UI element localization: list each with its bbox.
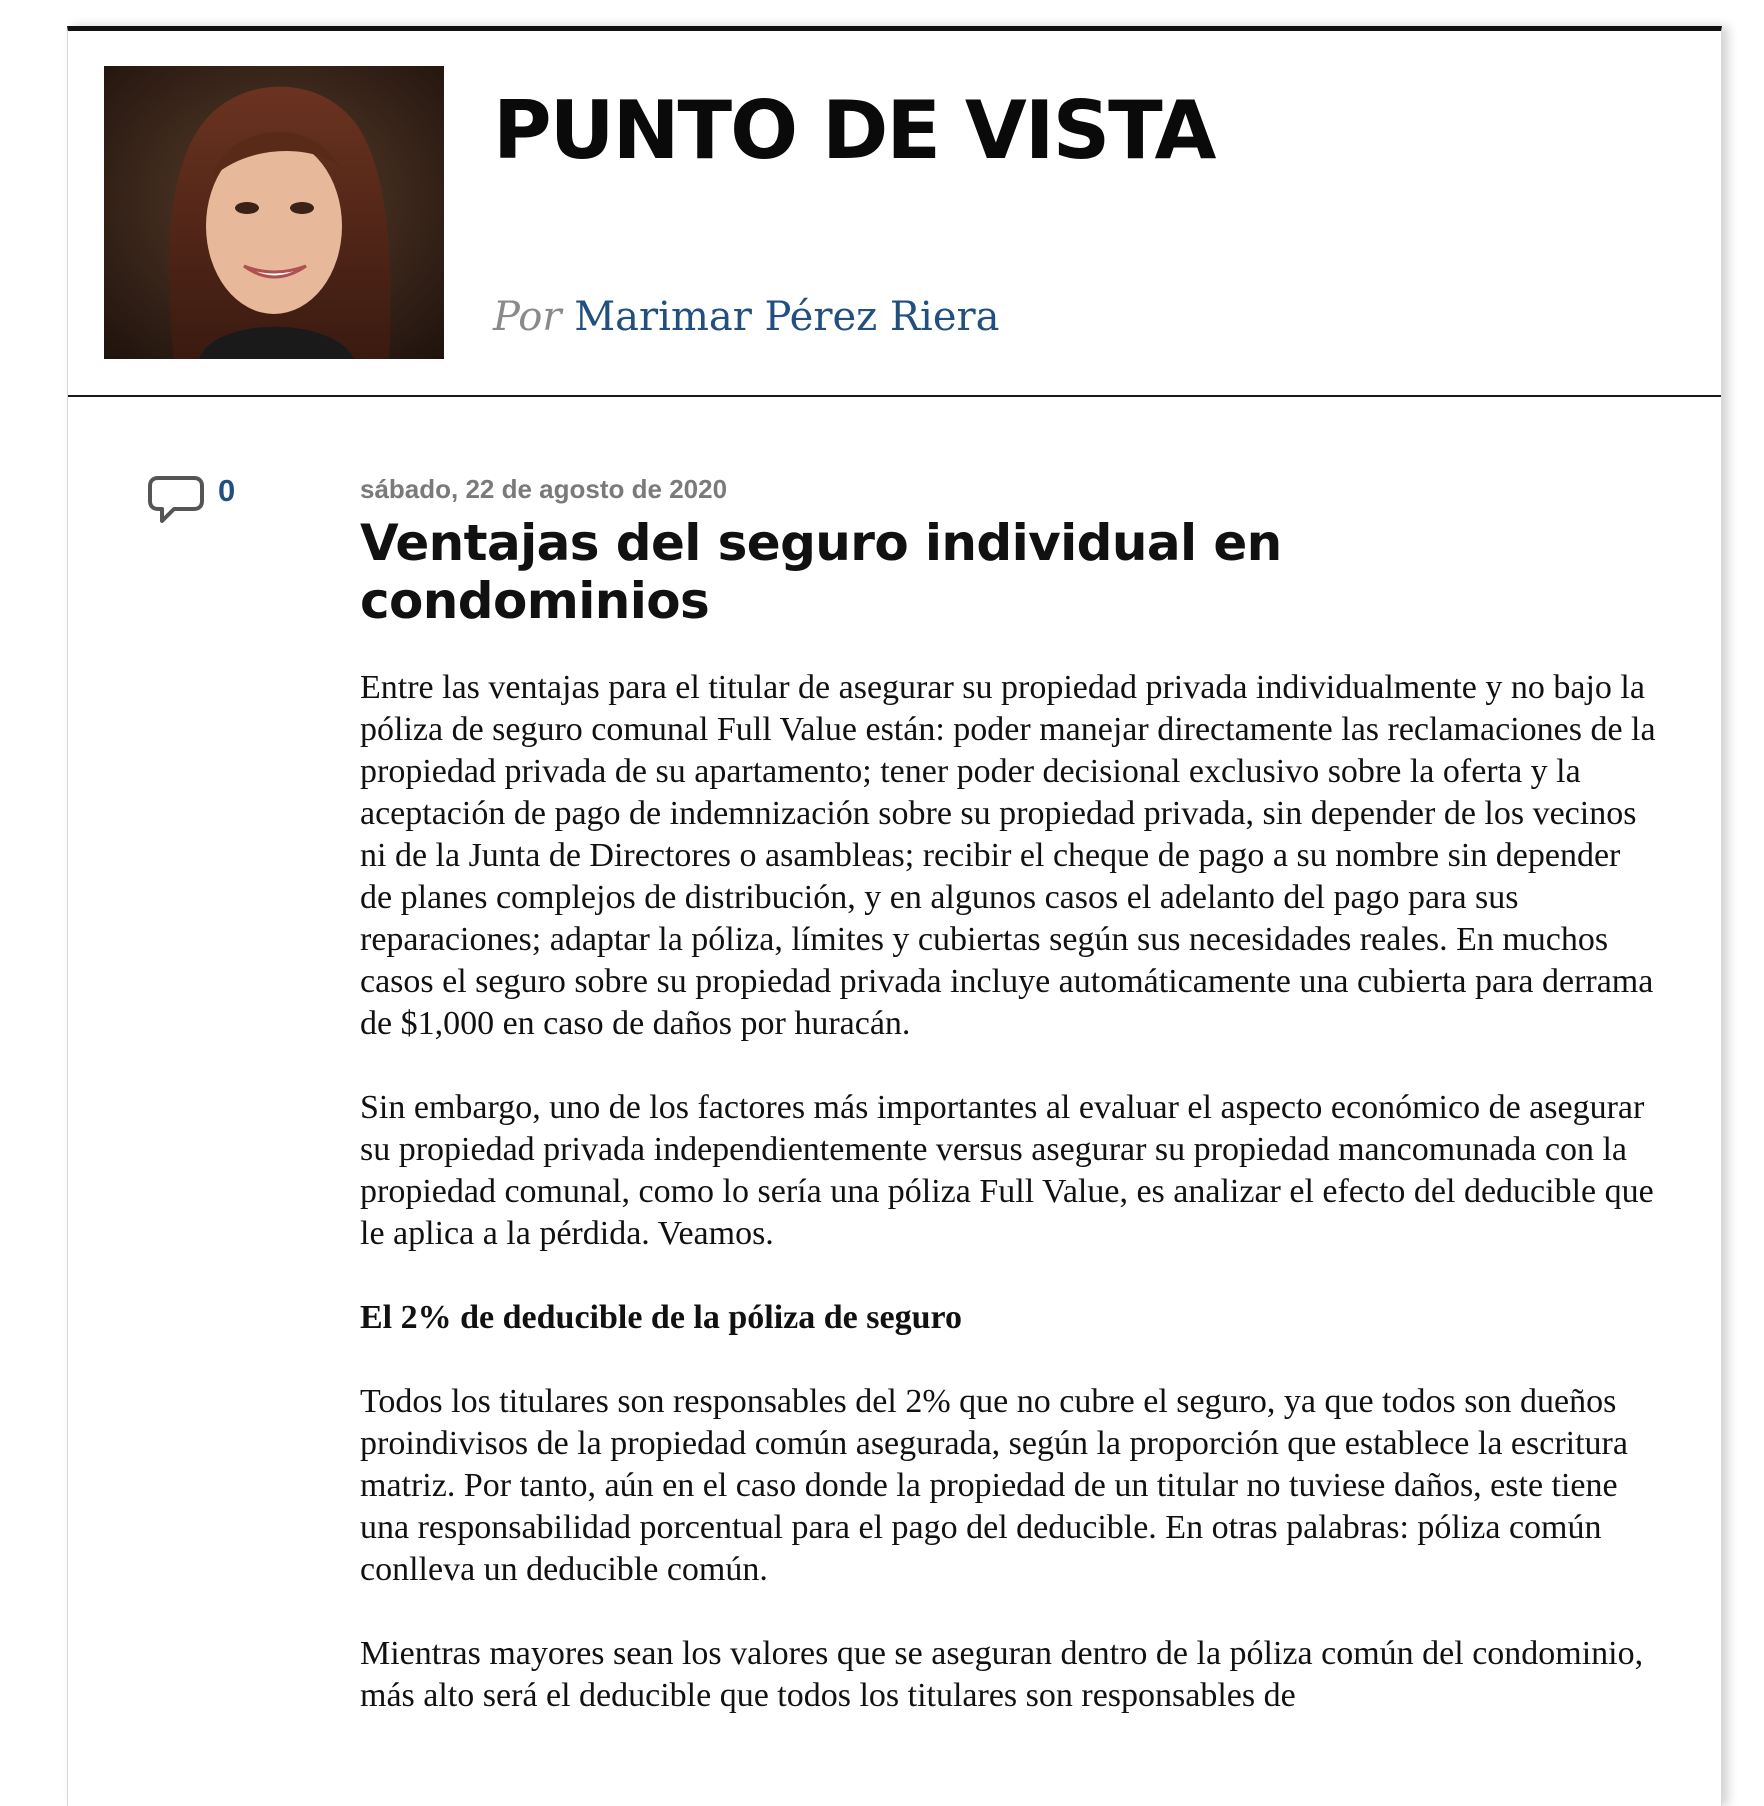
author-link[interactable]: Marimar Pérez Riera [574,294,1000,340]
speech-bubble-icon[interactable] [148,474,204,526]
section-subheading: El 2% de deducible de la póliza de seguro [360,1299,962,1336]
comment-count[interactable]: 0 [218,473,236,508]
paragraph: Mientras mayores sean los valores que se aseguran dentro de la póliza común del condominio, más alto será el deducible que todos los titulares son responsables de [360,1635,1644,1714]
column-header [68,31,1721,397]
column-page [67,26,1722,1806]
article-body [360,667,1660,1717]
article-headline[interactable] [360,514,1660,630]
article-date: sábado, 22 de agosto de 2020 [360,474,728,504]
byline-prefix: Por [493,294,562,340]
author-portrait-photo [104,66,444,359]
column-title: PUNTO DE VISTA [493,84,1215,177]
paragraph: Entre las ventajas para el titular de asegurar su propiedad privada individualmente y no bajo la póliza de seguro comunal Full Value están: poder manejar directamente las reclamaciones de la propiedad privada de su apartamento; tener poder decisional exclusivo sobre la oferta y la aceptación de pago de indemnización sobre su propiedad privada, sin depender de los vecinos ni de la Junta de Directores o asambleas; recibir el cheque de pago a su nombre sin depender de planes complejos de distribución, y en algunos casos el adelanto del pago para sus reparaciones; adaptar la póliza, límites y cubiertas según sus necesidades reales. En muchos casos el seguro sobre su propiedad privada incluye automáticamente una cubierta para derrama de $1,000 en caso de daños por huracán. [360,669,1656,1042]
paragraph: Todos los titulares son responsables del 2% que no cubre el seguro, ya que todos son dueños proindivisos de la propiedad común asegurada, según la proporción que establece la escritura matriz. Por tanto, aún en el caso donde la propiedad de un titular no tuviese daños, este tiene una responsabilidad porcentual para el pago del deducible. En otras palabras: póliza común conlleva un deducible común. [360,1383,1628,1588]
paragraph: Sin embargo, uno de los factores más importantes al evaluar el aspecto económico de asegurar su propiedad privada independientemente versus asegurar su propiedad mancomunada con la propiedad comunal, como lo sería una póliza Full Value, es analizar el efecto del deducible que le aplica a la pérdida. Veamos. [360,1089,1654,1252]
article [360,476,1660,1759]
byline [493,294,1000,340]
author-photo [104,66,444,359]
headline-line-2[interactable]: condominios [360,572,710,630]
headline-line-1[interactable]: Ventajas del seguro individual en [360,514,1282,572]
comments-link[interactable] [148,474,235,526]
